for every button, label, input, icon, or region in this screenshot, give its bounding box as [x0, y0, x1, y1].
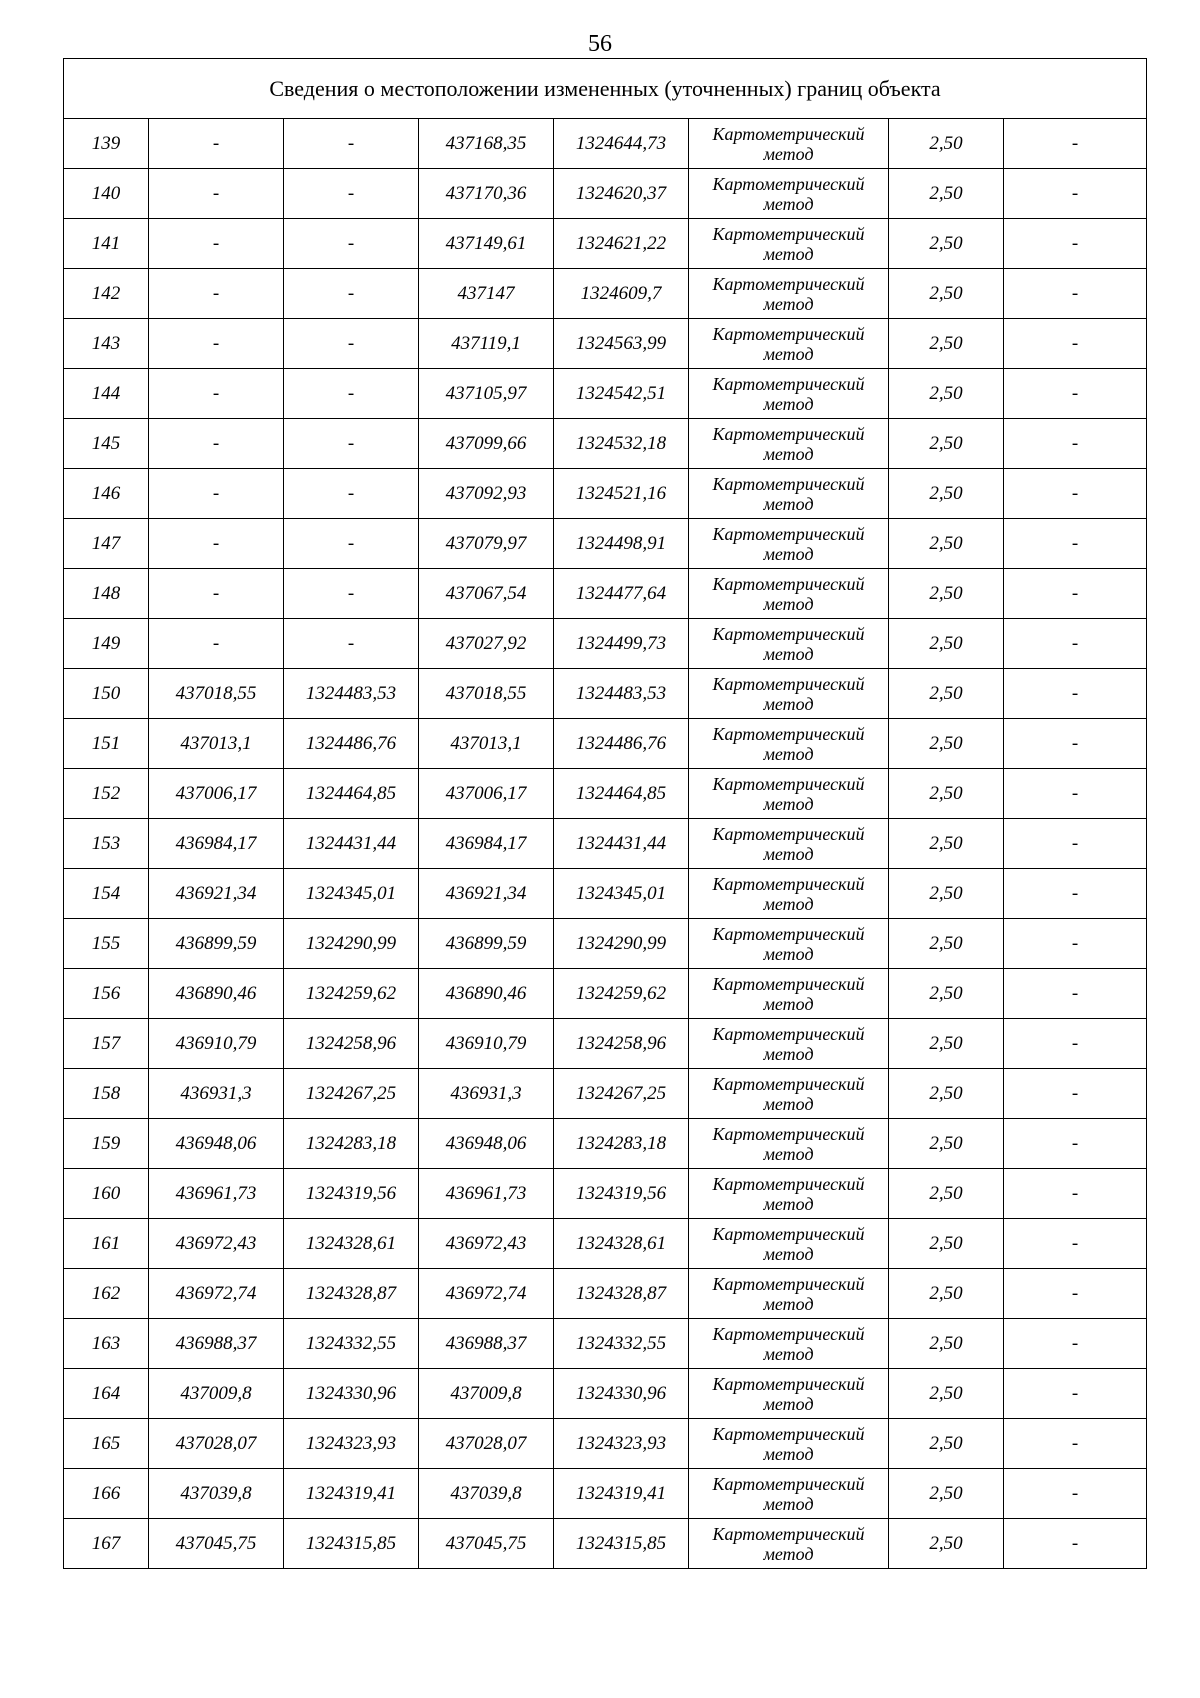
method-cell: Картометрический метод — [689, 1269, 889, 1319]
existing-x-cell: - — [149, 119, 284, 169]
table-row — [64, 169, 1147, 219]
existing-y-cell: 1324483,53 — [284, 669, 419, 719]
new-x-cell: 437099,66 — [419, 419, 554, 469]
method-cell: Картометрический метод — [689, 469, 889, 519]
point-number-cell: 156 — [64, 969, 149, 1019]
new-y-cell: 1324644,73 — [554, 119, 689, 169]
table-row — [64, 369, 1147, 419]
point-number-cell: 151 — [64, 719, 149, 769]
table-row — [64, 819, 1147, 869]
note-cell: - — [1004, 1119, 1147, 1169]
existing-x-cell: - — [149, 619, 284, 669]
accuracy-cell: 2,50 — [889, 1069, 1004, 1119]
table-row — [64, 1519, 1147, 1569]
accuracy-cell: 2,50 — [889, 119, 1004, 169]
new-y-cell: 1324609,7 — [554, 269, 689, 319]
existing-y-cell: - — [284, 569, 419, 619]
note-cell: - — [1004, 1169, 1147, 1219]
accuracy-cell: 2,50 — [889, 1269, 1004, 1319]
note-cell: - — [1004, 1269, 1147, 1319]
new-y-cell: 1324319,41 — [554, 1469, 689, 1519]
new-x-cell: 437045,75 — [419, 1519, 554, 1569]
accuracy-cell: 2,50 — [889, 169, 1004, 219]
existing-x-cell: - — [149, 369, 284, 419]
existing-y-cell: 1324486,76 — [284, 719, 419, 769]
existing-x-cell: 437013,1 — [149, 719, 284, 769]
existing-y-cell: - — [284, 319, 419, 369]
note-cell: - — [1004, 1369, 1147, 1419]
existing-y-cell: 1324319,56 — [284, 1169, 419, 1219]
new-x-cell: 436931,3 — [419, 1069, 554, 1119]
existing-y-cell: - — [284, 169, 419, 219]
new-y-cell: 1324486,76 — [554, 719, 689, 769]
new-y-cell: 1324259,62 — [554, 969, 689, 1019]
new-x-cell: 436988,37 — [419, 1319, 554, 1369]
point-number-cell: 149 — [64, 619, 149, 669]
new-y-cell: 1324521,16 — [554, 469, 689, 519]
existing-x-cell: 437009,8 — [149, 1369, 284, 1419]
existing-y-cell: 1324259,62 — [284, 969, 419, 1019]
existing-x-cell: - — [149, 169, 284, 219]
method-cell: Картометрический метод — [689, 1519, 889, 1569]
new-x-cell: 437170,36 — [419, 169, 554, 219]
point-number-cell: 163 — [64, 1319, 149, 1369]
accuracy-cell: 2,50 — [889, 269, 1004, 319]
table-title: Сведения о местоположении измененных (уточненных) границ объекта — [64, 59, 1147, 119]
method-cell: Картометрический метод — [689, 969, 889, 1019]
new-y-cell: 1324332,55 — [554, 1319, 689, 1369]
existing-y-cell: - — [284, 619, 419, 669]
new-x-cell: 436890,46 — [419, 969, 554, 1019]
table-row — [64, 569, 1147, 619]
existing-y-cell: 1324330,96 — [284, 1369, 419, 1419]
note-cell: - — [1004, 669, 1147, 719]
accuracy-cell: 2,50 — [889, 969, 1004, 1019]
existing-x-cell: 436931,3 — [149, 1069, 284, 1119]
new-x-cell: 436972,74 — [419, 1269, 554, 1319]
table-row — [64, 469, 1147, 519]
note-cell: - — [1004, 469, 1147, 519]
accuracy-cell: 2,50 — [889, 919, 1004, 969]
new-y-cell: 1324499,73 — [554, 619, 689, 669]
accuracy-cell: 2,50 — [889, 1469, 1004, 1519]
method-cell: Картометрический метод — [689, 319, 889, 369]
method-cell: Картометрический метод — [689, 819, 889, 869]
note-cell: - — [1004, 1219, 1147, 1269]
accuracy-cell: 2,50 — [889, 569, 1004, 619]
point-number-cell: 154 — [64, 869, 149, 919]
accuracy-cell: 2,50 — [889, 219, 1004, 269]
new-y-cell: 1324498,91 — [554, 519, 689, 569]
method-cell: Картометрический метод — [689, 1319, 889, 1369]
method-cell: Картометрический метод — [689, 169, 889, 219]
table-row — [64, 969, 1147, 1019]
existing-y-cell: - — [284, 269, 419, 319]
point-number-cell: 153 — [64, 819, 149, 869]
note-cell: - — [1004, 869, 1147, 919]
new-x-cell: 437027,92 — [419, 619, 554, 669]
new-y-cell: 1324431,44 — [554, 819, 689, 869]
existing-x-cell: 436972,43 — [149, 1219, 284, 1269]
method-cell: Картометрический метод — [689, 719, 889, 769]
existing-y-cell: - — [284, 119, 419, 169]
new-y-cell: 1324483,53 — [554, 669, 689, 719]
existing-y-cell: - — [284, 469, 419, 519]
new-y-cell: 1324328,87 — [554, 1269, 689, 1319]
method-cell: Картометрический метод — [689, 1169, 889, 1219]
accuracy-cell: 2,50 — [889, 1019, 1004, 1069]
point-number-cell: 143 — [64, 319, 149, 369]
new-y-cell: 1324330,96 — [554, 1369, 689, 1419]
note-cell: - — [1004, 1319, 1147, 1369]
note-cell: - — [1004, 1469, 1147, 1519]
new-y-cell: 1324267,25 — [554, 1069, 689, 1119]
existing-y-cell: - — [284, 519, 419, 569]
existing-y-cell: - — [284, 219, 419, 269]
new-y-cell: 1324464,85 — [554, 769, 689, 819]
new-x-cell: 437149,61 — [419, 219, 554, 269]
table-row — [64, 1019, 1147, 1069]
new-x-cell: 436972,43 — [419, 1219, 554, 1269]
point-number-cell: 150 — [64, 669, 149, 719]
accuracy-cell: 2,50 — [889, 319, 1004, 369]
table-row — [64, 919, 1147, 969]
note-cell: - — [1004, 269, 1147, 319]
note-cell: - — [1004, 719, 1147, 769]
existing-y-cell: 1324267,25 — [284, 1069, 419, 1119]
accuracy-cell: 2,50 — [889, 619, 1004, 669]
method-cell: Картометрический метод — [689, 569, 889, 619]
new-x-cell: 436921,34 — [419, 869, 554, 919]
accuracy-cell: 2,50 — [889, 819, 1004, 869]
existing-y-cell: 1324283,18 — [284, 1119, 419, 1169]
table-row — [64, 1469, 1147, 1519]
table-row — [64, 269, 1147, 319]
existing-y-cell: - — [284, 369, 419, 419]
new-y-cell: 1324319,56 — [554, 1169, 689, 1219]
method-cell: Картометрический метод — [689, 519, 889, 569]
method-cell: Картометрический метод — [689, 419, 889, 469]
accuracy-cell: 2,50 — [889, 769, 1004, 819]
existing-x-cell: 436899,59 — [149, 919, 284, 969]
note-cell: - — [1004, 369, 1147, 419]
table-row — [64, 769, 1147, 819]
existing-x-cell: 437045,75 — [149, 1519, 284, 1569]
boundary-coordinates-table — [63, 58, 1147, 1569]
new-x-cell: 437105,97 — [419, 369, 554, 419]
new-y-cell: 1324532,18 — [554, 419, 689, 469]
new-x-cell: 437018,55 — [419, 669, 554, 719]
table-row — [64, 419, 1147, 469]
method-cell: Картометрический метод — [689, 1069, 889, 1119]
note-cell: - — [1004, 1419, 1147, 1469]
existing-x-cell: 436972,74 — [149, 1269, 284, 1319]
table-row — [64, 719, 1147, 769]
existing-x-cell: - — [149, 319, 284, 369]
point-number-cell: 164 — [64, 1369, 149, 1419]
existing-y-cell: 1324332,55 — [284, 1319, 419, 1369]
new-x-cell: 437067,54 — [419, 569, 554, 619]
table-title-row — [64, 59, 1147, 119]
new-x-cell: 437119,1 — [419, 319, 554, 369]
method-cell: Картометрический метод — [689, 919, 889, 969]
table-row — [64, 319, 1147, 369]
method-cell: Картометрический метод — [689, 1219, 889, 1269]
table-row — [64, 1219, 1147, 1269]
existing-x-cell: 436984,17 — [149, 819, 284, 869]
table-row — [64, 1369, 1147, 1419]
table-row — [64, 1269, 1147, 1319]
new-x-cell: 437147 — [419, 269, 554, 319]
note-cell: - — [1004, 419, 1147, 469]
method-cell: Картометрический метод — [689, 1019, 889, 1069]
note-cell: - — [1004, 769, 1147, 819]
existing-x-cell: 437006,17 — [149, 769, 284, 819]
accuracy-cell: 2,50 — [889, 1369, 1004, 1419]
method-cell: Картометрический метод — [689, 219, 889, 269]
new-x-cell: 436899,59 — [419, 919, 554, 969]
new-x-cell: 436910,79 — [419, 1019, 554, 1069]
existing-x-cell: 437039,8 — [149, 1469, 284, 1519]
note-cell: - — [1004, 819, 1147, 869]
accuracy-cell: 2,50 — [889, 869, 1004, 919]
new-x-cell: 437039,8 — [419, 1469, 554, 1519]
method-cell: Картометрический метод — [689, 1119, 889, 1169]
existing-x-cell: 437028,07 — [149, 1419, 284, 1469]
new-x-cell: 436948,06 — [419, 1119, 554, 1169]
existing-y-cell: 1324431,44 — [284, 819, 419, 869]
note-cell: - — [1004, 119, 1147, 169]
accuracy-cell: 2,50 — [889, 669, 1004, 719]
page-number: 56 — [588, 31, 612, 57]
note-cell: - — [1004, 919, 1147, 969]
table-row — [64, 519, 1147, 569]
table-row — [64, 1419, 1147, 1469]
point-number-cell: 166 — [64, 1469, 149, 1519]
accuracy-cell: 2,50 — [889, 1519, 1004, 1569]
point-number-cell: 147 — [64, 519, 149, 569]
table-row — [64, 219, 1147, 269]
note-cell: - — [1004, 169, 1147, 219]
new-x-cell: 437168,35 — [419, 119, 554, 169]
new-y-cell: 1324477,64 — [554, 569, 689, 619]
point-number-cell: 142 — [64, 269, 149, 319]
existing-x-cell: 436988,37 — [149, 1319, 284, 1369]
point-number-cell: 165 — [64, 1419, 149, 1469]
existing-y-cell: 1324345,01 — [284, 869, 419, 919]
note-cell: - — [1004, 519, 1147, 569]
new-x-cell: 437079,97 — [419, 519, 554, 569]
existing-y-cell: - — [284, 419, 419, 469]
point-number-cell: 159 — [64, 1119, 149, 1169]
new-x-cell: 437092,93 — [419, 469, 554, 519]
existing-x-cell: - — [149, 519, 284, 569]
point-number-cell: 152 — [64, 769, 149, 819]
new-y-cell: 1324620,37 — [554, 169, 689, 219]
method-cell: Картометрический метод — [689, 769, 889, 819]
existing-x-cell: 436948,06 — [149, 1119, 284, 1169]
table-row — [64, 1169, 1147, 1219]
point-number-cell: 148 — [64, 569, 149, 619]
accuracy-cell: 2,50 — [889, 1219, 1004, 1269]
existing-y-cell: 1324328,61 — [284, 1219, 419, 1269]
existing-y-cell: 1324323,93 — [284, 1419, 419, 1469]
note-cell: - — [1004, 569, 1147, 619]
new-y-cell: 1324542,51 — [554, 369, 689, 419]
existing-x-cell: - — [149, 419, 284, 469]
note-cell: - — [1004, 319, 1147, 369]
accuracy-cell: 2,50 — [889, 419, 1004, 469]
existing-x-cell: 436921,34 — [149, 869, 284, 919]
existing-x-cell: - — [149, 569, 284, 619]
existing-x-cell: - — [149, 219, 284, 269]
existing-x-cell: 436910,79 — [149, 1019, 284, 1069]
accuracy-cell: 2,50 — [889, 1169, 1004, 1219]
new-y-cell: 1324315,85 — [554, 1519, 689, 1569]
method-cell: Картометрический метод — [689, 869, 889, 919]
existing-x-cell: - — [149, 269, 284, 319]
method-cell: Картометрический метод — [689, 669, 889, 719]
table-row — [64, 619, 1147, 669]
method-cell: Картометрический метод — [689, 1369, 889, 1419]
method-cell: Картометрический метод — [689, 369, 889, 419]
point-number-cell: 167 — [64, 1519, 149, 1569]
new-y-cell: 1324258,96 — [554, 1019, 689, 1069]
point-number-cell: 145 — [64, 419, 149, 469]
note-cell: - — [1004, 619, 1147, 669]
point-number-cell: 140 — [64, 169, 149, 219]
accuracy-cell: 2,50 — [889, 719, 1004, 769]
new-y-cell: 1324323,93 — [554, 1419, 689, 1469]
accuracy-cell: 2,50 — [889, 1319, 1004, 1369]
note-cell: - — [1004, 219, 1147, 269]
new-y-cell: 1324290,99 — [554, 919, 689, 969]
new-y-cell: 1324283,18 — [554, 1119, 689, 1169]
new-y-cell: 1324621,22 — [554, 219, 689, 269]
point-number-cell: 162 — [64, 1269, 149, 1319]
existing-y-cell: 1324464,85 — [284, 769, 419, 819]
new-y-cell: 1324563,99 — [554, 319, 689, 369]
table-row — [64, 1119, 1147, 1169]
existing-y-cell: 1324328,87 — [284, 1269, 419, 1319]
new-x-cell: 437013,1 — [419, 719, 554, 769]
table-row — [64, 869, 1147, 919]
method-cell: Картометрический метод — [689, 1419, 889, 1469]
accuracy-cell: 2,50 — [889, 469, 1004, 519]
note-cell: - — [1004, 1519, 1147, 1569]
existing-y-cell: 1324319,41 — [284, 1469, 419, 1519]
table-body — [64, 59, 1147, 1569]
point-number-cell: 146 — [64, 469, 149, 519]
accuracy-cell: 2,50 — [889, 369, 1004, 419]
existing-x-cell: 437018,55 — [149, 669, 284, 719]
table-row — [64, 1069, 1147, 1119]
method-cell: Картометрический метод — [689, 269, 889, 319]
point-number-cell: 141 — [64, 219, 149, 269]
new-x-cell: 437028,07 — [419, 1419, 554, 1469]
point-number-cell: 157 — [64, 1019, 149, 1069]
point-number-cell: 144 — [64, 369, 149, 419]
point-number-cell: 155 — [64, 919, 149, 969]
new-y-cell: 1324345,01 — [554, 869, 689, 919]
new-x-cell: 436961,73 — [419, 1169, 554, 1219]
new-x-cell: 437009,8 — [419, 1369, 554, 1419]
point-number-cell: 160 — [64, 1169, 149, 1219]
existing-x-cell: 436961,73 — [149, 1169, 284, 1219]
accuracy-cell: 2,50 — [889, 519, 1004, 569]
note-cell: - — [1004, 1019, 1147, 1069]
table-row — [64, 119, 1147, 169]
existing-x-cell: - — [149, 469, 284, 519]
new-x-cell: 437006,17 — [419, 769, 554, 819]
point-number-cell: 139 — [64, 119, 149, 169]
method-cell: Картометрический метод — [689, 119, 889, 169]
existing-y-cell: 1324315,85 — [284, 1519, 419, 1569]
accuracy-cell: 2,50 — [889, 1119, 1004, 1169]
existing-y-cell: 1324258,96 — [284, 1019, 419, 1069]
point-number-cell: 161 — [64, 1219, 149, 1269]
new-y-cell: 1324328,61 — [554, 1219, 689, 1269]
table-row — [64, 1319, 1147, 1369]
new-x-cell: 436984,17 — [419, 819, 554, 869]
note-cell: - — [1004, 969, 1147, 1019]
existing-x-cell: 436890,46 — [149, 969, 284, 1019]
method-cell: Картометрический метод — [689, 619, 889, 669]
point-number-cell: 158 — [64, 1069, 149, 1119]
note-cell: - — [1004, 1069, 1147, 1119]
accuracy-cell: 2,50 — [889, 1419, 1004, 1469]
table-row — [64, 669, 1147, 719]
existing-y-cell: 1324290,99 — [284, 919, 419, 969]
method-cell: Картометрический метод — [689, 1469, 889, 1519]
